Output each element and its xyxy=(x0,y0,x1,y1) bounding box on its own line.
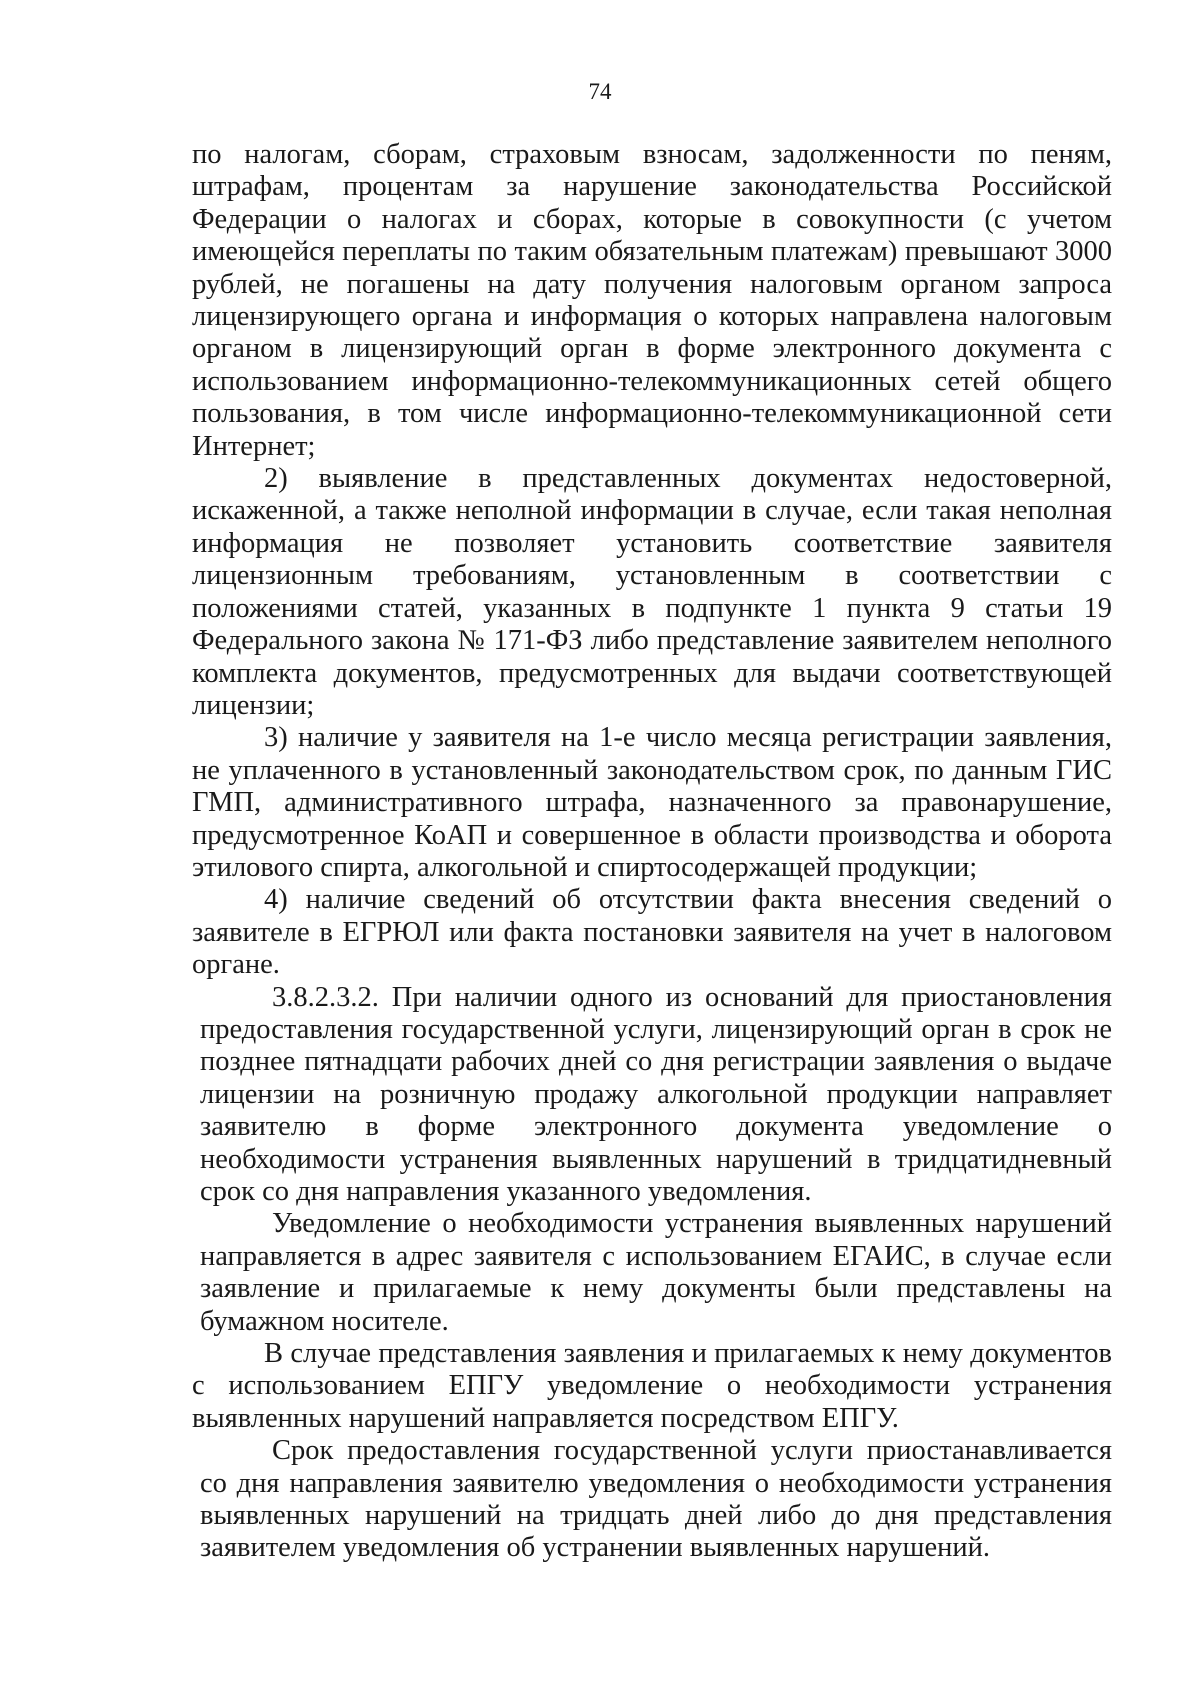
paragraph-continuation: по налогам, сборам, страховым взносам, задолженности по пеням, штрафам, процентам за нарушение законодательства Российской Федерации о налогах и сборах, которые в совокупности (с учетом имеющейся переплаты по таким обязательным платежам) превышают 3000 рублей, не погашены на дату получения налоговым органом запроса лицензирующего органа и информация о которых направлена налоговым органом в лицензирующий орган в форме электронного документа с использованием информационно-телекоммуникационных сетей общего пользования, в том числе информационно-телекоммуникационной сети Интернет; xyxy=(192,139,1112,462)
paragraph-item-2: 2) выявление в представленных документах недостоверной, искаженной, а также неполной информации в случае, если такая неполная информация не позволяет установить соответствие заявителя лицензионным требованиям, установленным в соответствии с положениями статей, указанных в подпункте 1 пункта 9 статьи 19 Федерального закона № 171-ФЗ либо представление заявителем неполного комплекта документов, предусмотренных для выдачи соответствующей лицензии; xyxy=(192,463,1112,721)
paragraph-notification-egais: Уведомление о необходимости устранения выявленных нарушений направляется в адрес заявителя с использованием ЕГАИС, в случае если заявление и прилагаемые к нему документы были представлены на бумажном носителе. xyxy=(200,1208,1112,1337)
document-body xyxy=(192,139,1112,1565)
paragraph-3-8-2-3-2: 3.8.2.3.2. При наличии одного из оснований для приостановления предоставления государственной услуги, лицензирующий орган в срок не позднее пятнадцати рабочих дней со дня регистрации заявления о выдаче лицензии на розничную продажу алкогольной продукции направляет заявителю в форме электронного документа уведомление о необходимости устранения выявленных нарушений в тридцатидневный срок со дня направления указанного уведомления. xyxy=(200,981,1112,1207)
paragraph-item-3: 3) наличие у заявителя на 1-е число месяца регистрации заявления, не уплаченного в установленный законодательством срок, по данным ГИС ГМП, административного штрафа, назначенного за правонарушение, предусмотренное КоАП и совершенное в области производства и оборота этилового спирта, алкогольной и спиртосодержащей продукции; xyxy=(192,722,1112,883)
paragraph-item-4: 4) наличие сведений об отсутствии факта внесения сведений о заявителе в ЕГРЮЛ или факта постановки заявителя на учет в налоговом органе. xyxy=(192,884,1112,981)
paragraph-notification-epgu: В случае представления заявления и прилагаемых к нему документов с использованием ЕПГУ уведомление о необходимости устранения выявленных нарушений направляется посредством ЕПГУ. xyxy=(192,1338,1112,1434)
page-number: 74 xyxy=(588,79,612,104)
paragraph-suspension-term: Срок предоставления государственной услуги приостанавливается со дня направления заявителю уведомления о необходимости устранения выявленных нарушений на тридцать дней либо до дня представления заявителем уведомления об устранении выявленных нарушений. xyxy=(200,1435,1112,1564)
